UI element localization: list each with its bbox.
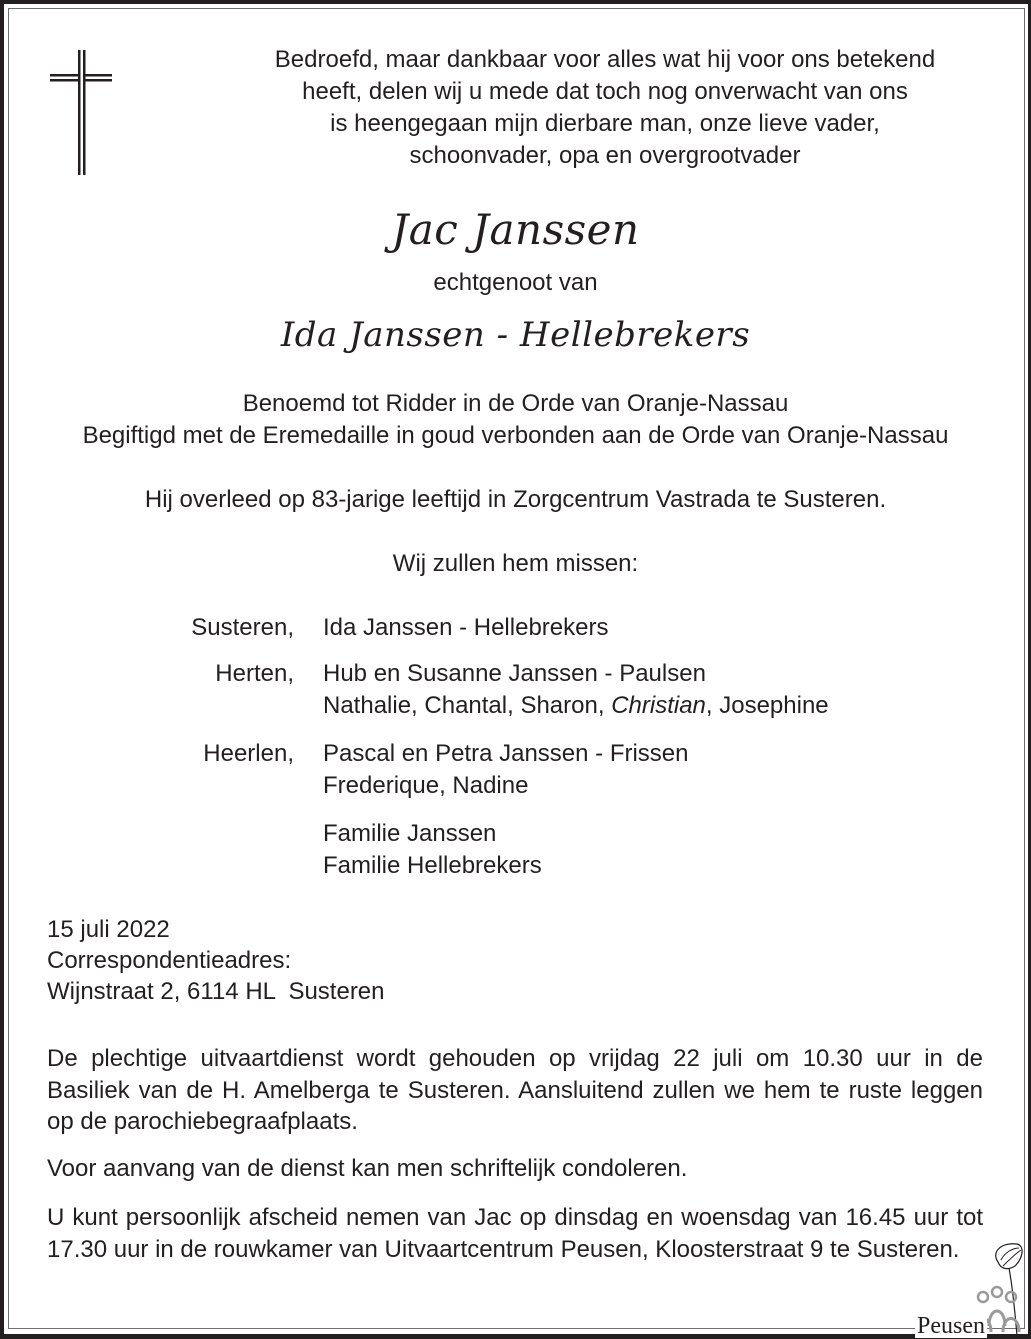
grandchild-italic: Christian: [611, 692, 706, 719]
spouse-name: Ida Janssen - Hellebrekers: [280, 315, 751, 355]
correspondence-label: Correspondentieadres:: [47, 947, 292, 974]
family-members: [323, 818, 542, 882]
honour-line: Begiftigd met de Eremedaille in goud verbonden aan de Orde van Oranje-Nassau: [82, 422, 949, 449]
intro-line: is heengegaan mijn dierbare man, onze lieve vader,: [330, 110, 880, 137]
family-place: Heerlen,: [203, 740, 294, 767]
funeral-service-paragraph: De plechtige uitvaartdienst wordt gehouden op vrijdag 22 juli om 10.30 uur in de Basiliek van de H. Amelberga te Susteren. Aansluitend zullen we hem te ruste leggen op de parochiebegraafplaats.: [47, 1045, 983, 1135]
honour-line: Benoemd tot Ridder in de Orde van Oranje-Nassau: [242, 390, 789, 417]
family-member-line: Ida Janssen - Hellebrekers: [323, 614, 609, 641]
family-member-line: Hub en Susanne Janssen - Paulsen: [323, 660, 706, 687]
intro-line: schoonvader, opa en overgrootvader: [409, 142, 801, 169]
intro-text: [210, 44, 1000, 172]
miss-label: Wij zullen hem missen:: [392, 550, 639, 577]
family-member-line: Pascal en Petra Janssen - Frissen: [323, 740, 689, 767]
grandchildren-text: , Josephine: [705, 692, 829, 719]
family-member-line: Familie Hellebrekers: [323, 852, 542, 879]
cross-icon: [50, 50, 112, 175]
family-members: [323, 612, 608, 644]
deceased-name: Jac Janssen: [391, 205, 640, 254]
spouse-label: echtgenoot van: [433, 269, 598, 296]
family-place: Susteren,: [191, 614, 294, 641]
notice-date: 15 juli 2022: [47, 916, 170, 943]
funeral-home-logo-text: Peusen: [917, 1313, 985, 1339]
family-members: [323, 738, 689, 802]
family-members: [323, 658, 829, 722]
farewell-paragraph: U kunt persoonlijk afscheid nemen van Jac op dinsdag en woensdag van 16.45 uur tot 17.30 uur in de rouwkamer van Uitvaartcentrum Peusen, Kloosterstraat 9 te Susteren.: [47, 1204, 983, 1263]
grandchildren-line: [323, 690, 829, 722]
family-place: Herten,: [215, 660, 294, 687]
family-member-line: Frederique, Nadine: [323, 772, 529, 799]
intro-line: Bedroefd, maar dankbaar voor alles wat hij voor ons betekend: [274, 46, 936, 73]
death-notice: Hij overleed op 83-jarige leeftijd in Zorgcentrum Vastrada te Susteren.: [144, 486, 887, 513]
condolence-paragraph: Voor aanvang van de dienst kan men schriftelijk condoleren.: [47, 1155, 688, 1182]
family-member-line: Familie Janssen: [323, 820, 497, 847]
intro-line: heeft, delen wij u mede dat toch nog onverwacht van ons: [302, 78, 908, 105]
honours: [0, 388, 1031, 452]
correspondence-address: Wijnstraat 2, 6114 HL Susteren: [47, 978, 385, 1005]
grandchildren-text: Nathalie, Chantal, Sharon,: [323, 692, 612, 719]
date-and-address: [47, 914, 385, 1007]
